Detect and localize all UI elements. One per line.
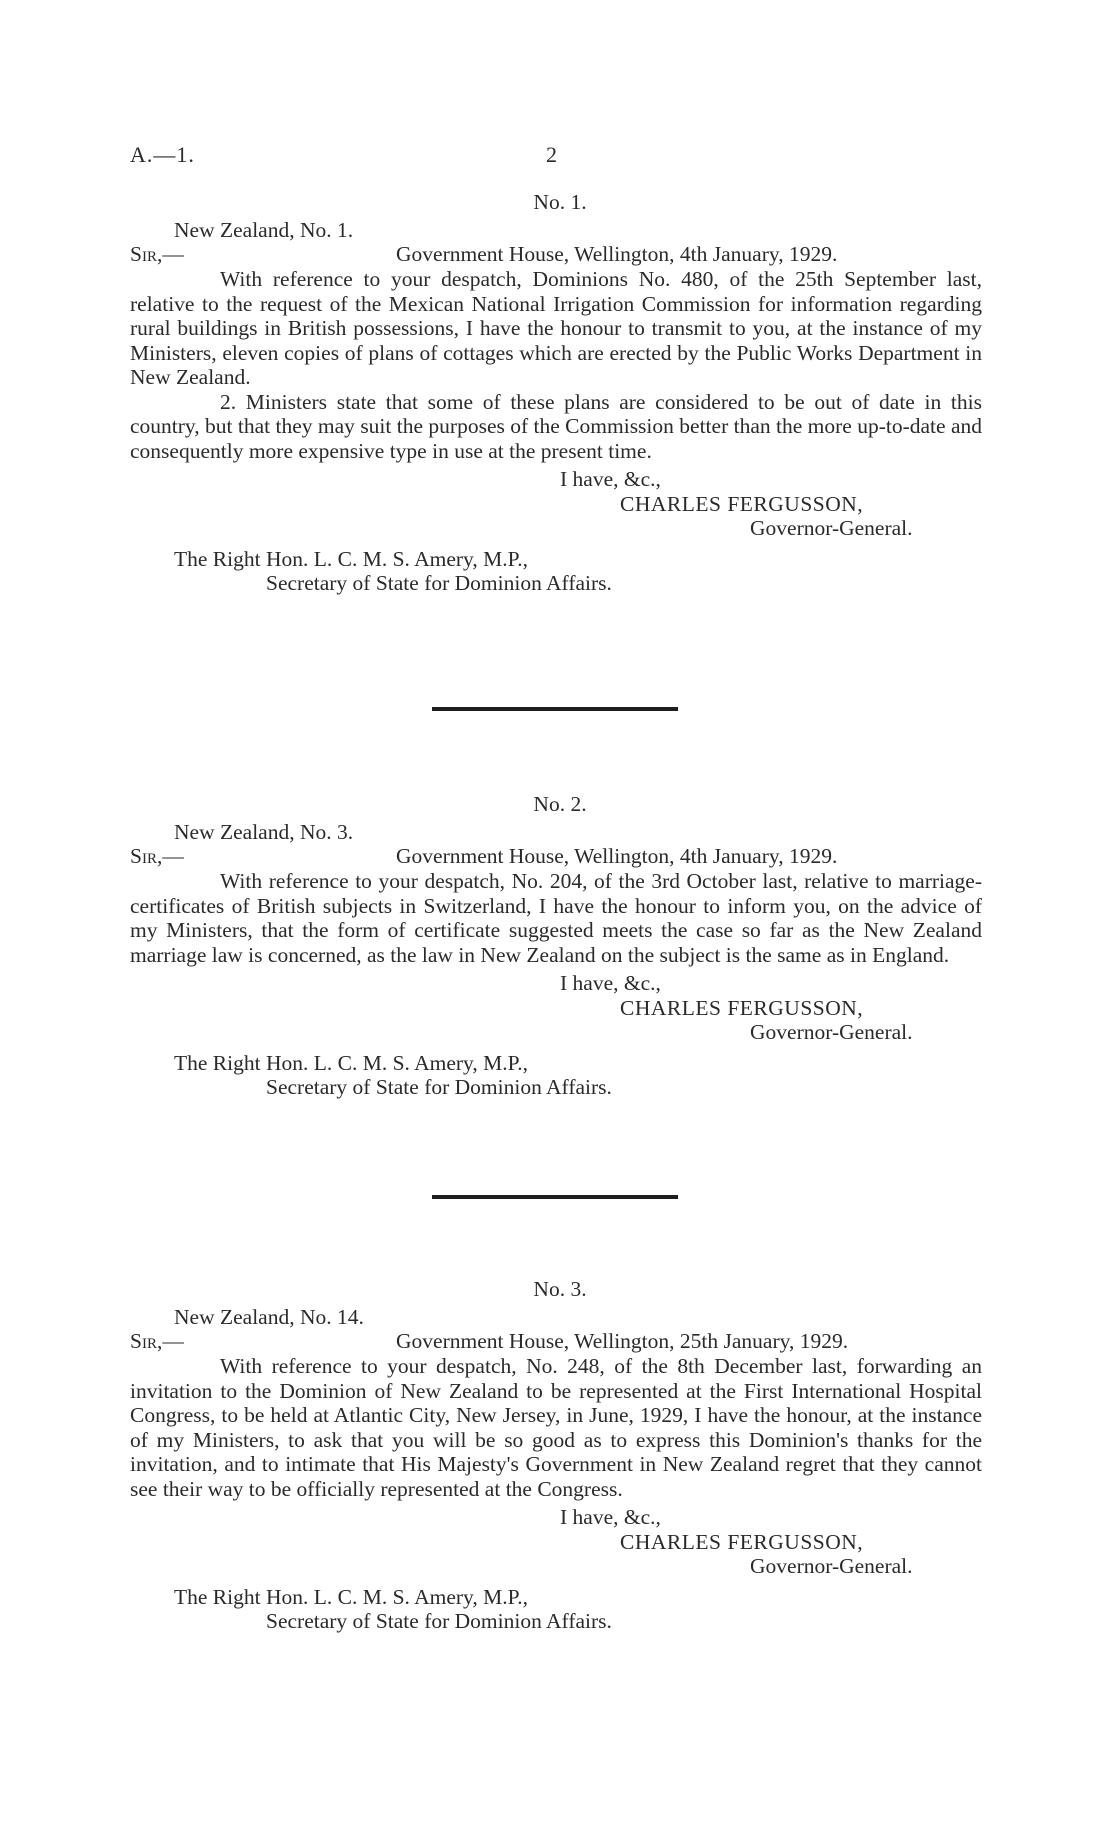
addressee-title: Secretary of State for Dominion Affairs. [266,1609,612,1633]
addressee-title: Secretary of State for Dominion Affairs. [266,1075,612,1099]
letter-paragraph: 2. Ministers state that some of these plans are considered to be out of date in this country, but that they may suit the purposes of the Commission better than the more up-to-date and consequently more expensive type in use at the present time. [130,389,982,463]
letter-1 [130,190,982,596]
despatch-destination: New Zealand, No. 14. [174,1304,364,1329]
closing: I have, &c., [560,1505,661,1529]
place-date: Government House, Wellington, 4th January, 1929. [396,242,838,266]
letter-paragraph: With reference to your despatch, No. 248, of the 8th December last, forwarding an invitation to the Dominion of New Zealand to be represented at the First International Hospital Congress, to be held at Atlantic City, New Jersey, in June, 1929, I have the honour, at the instance of my Ministers, to ask that you will be so good as to express this Dominion's thanks for the invitation, and to intimate that His Majesty's Government in New Zealand regret that they cannot see their way to be officially represented at the Congress. [130,1354,982,1501]
signature-block [130,467,982,541]
addressee-title: Secretary of State for Dominion Affairs. [266,571,612,595]
letter-number: No. 2. [533,792,587,816]
paper-reference: A.—1. [130,142,195,167]
signature-block [130,971,982,1045]
salutation-line [130,1329,982,1354]
signature-block [130,1505,982,1579]
letter-3 [130,1277,982,1634]
letter-number: No. 3. [533,1277,587,1301]
section-divider [432,707,678,711]
addressee: The Right Hon. L. C. M. S. Amery, M.P., [174,1584,528,1609]
addressee: The Right Hon. L. C. M. S. Amery, M.P., [174,546,528,571]
signatory-name: CHARLES FERGUSSON, [620,491,864,516]
salutation-line [130,242,982,267]
addressee: The Right Hon. L. C. M. S. Amery, M.P., [174,1050,528,1075]
closing: I have, &c., [560,971,661,995]
signatory-name: CHARLES FERGUSSON, [620,995,864,1020]
salutation-line [130,844,982,869]
letter-2 [130,792,982,1100]
salutation: Sir,— [130,242,184,266]
signatory-title: Governor-General. [750,1020,913,1044]
despatch-destination: New Zealand, No. 1. [174,217,354,242]
signatory-title: Governor-General. [750,1554,913,1578]
closing: I have, &c., [560,467,661,491]
salutation: Sir,— [130,1329,184,1353]
page-number: 2 [546,142,557,167]
letter-paragraph: With reference to your despatch, Dominions No. 480, of the 25th September last, relative to the request of the Mexican National Irrigation Commission for information regarding rural buildings in British possessions, I have the honour to transmit to you, at the instance of my Ministers, eleven copies of plans of cottages which are erected by the Public Works Department in New Zealand. [130,267,982,389]
despatch-destination: New Zealand, No. 3. [174,819,354,844]
letter-number: No. 1. [533,190,587,214]
section-divider [432,1195,678,1199]
place-date: Government House, Wellington, 25th January, 1929. [396,1329,849,1353]
letter-paragraph: With reference to your despatch, No. 204, of the 3rd October last, relative to marriage-certificates of British subjects in Switzerland, I have the honour to inform you, on the advice of my Ministers, that the form of certificate suggested meets the case so far as the New Zealand marriage law is concerned, as the law in New Zealand on the subject is the same as in England. [130,869,982,967]
place-date: Government House, Wellington, 4th January, 1929. [396,844,838,868]
signatory-title: Governor-General. [750,516,913,540]
salutation: Sir,— [130,844,184,868]
signatory-name: CHARLES FERGUSSON, [620,1529,864,1554]
